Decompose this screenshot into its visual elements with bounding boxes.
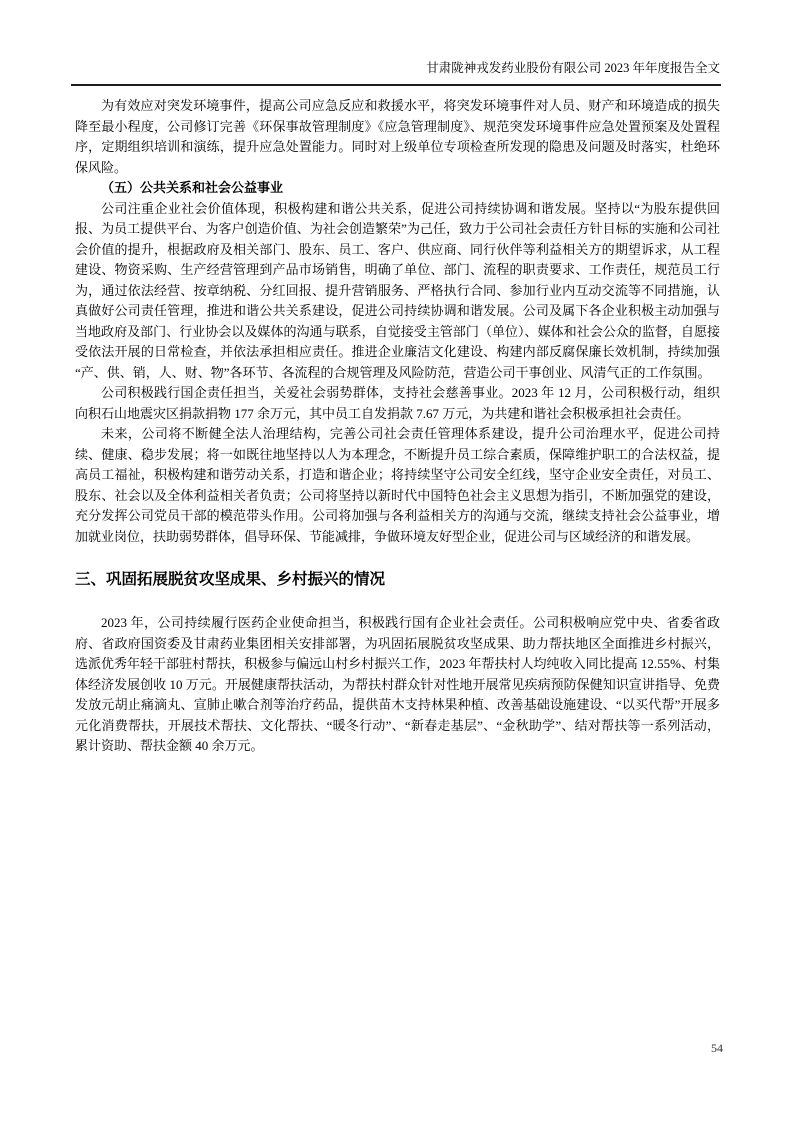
paragraph-charity: 公司积极践行国企责任担当，关爱社会弱势群体，支持社会慈善事业。2023 年 12 月，公司积极行动，组织向积石山地震灾区捐款捐物 177 余万元，其中员工自发捐款 7.67 万元，为共建和谐社会积极承担社会责任。 (75, 385, 720, 421)
page-number: 54 (711, 1041, 723, 1055)
paragraph-rural-revitalization: 2023 年，公司持续履行医药企业使命担当，积极践行国有企业社会责任。公司积极响应党中央、省委省政府、省政府国资委及甘肃药业集团相关安排部署，为巩固拓展脱贫攻坚成果、助力帮扶地区全面推进乡村振兴，选派优秀年轻干部驻村帮扶，积极参与偏远山村乡村振兴工作，2023 年帮扶村人均纯收入同比提高 12.55%、村集体经济发展创收 10 万元。开展健康帮扶活动，为帮扶村群众针对性地开展常见疾病预防保健知识宣讲指导、免费发放元胡止痛滴丸、宣肺止嗽合剂等治疗药品，提供苗木支持林果种植、改善基础设施建设、“以买代帮”开展多元化消费帮扶，开展技术帮扶、文化帮扶、“暖冬行动”、“新春走基层”、“金秋助学”、结对帮扶等一系列活动，累计资助、帮扶金额 40 余万元。 (75, 615, 720, 753)
heading-rural-revitalization: 三、巩固拓展脱贫攻坚成果、乡村振兴的情况 (75, 571, 386, 588)
page-content (75, 96, 720, 757)
paragraph-future-outlook: 未来，公司将不断健全法人治理结构，完善公司社会责任管理体系建设，提升公司治理水平，促进公司持续、健康、稳步发展；将一如既往地坚持以人为本理念，不断提升员工综合素质，保障维护职工的合法权益，提高员工福祉，积极构建和谐劳动关系，打造和谐企业；将持续坚守公司安全红线，坚守企业安全责任，对员工、股东、社会以及全体利益相关者负责；公司将坚持以新时代中国特色社会主义思想为指引，不断加强党的建设，充分发挥公司党员干部的模范带头作用。公司将加强与各利益相关方的沟通与交流，继续支持社会公益事业，增加就业岗位，扶助弱势群体，倡导环保、节能减排，争做环境友好型企业，促进公司与区域经济的和谐发展。 (75, 426, 720, 544)
paragraph-env-response: 为有效应对突发环境事件，提高公司应急反应和救援水平，将突发环境事件对人员、财产和环境造成的损失降至最小程度，公司修订完善《环保事故管理制度》《应急管理制度》、规范突发环境事件应急处置预案及处置程序，定期组织培训和演练，提升应急处置能力。同时对上级单位专项检查所发现的隐患及问题及时落实，杜绝环保风险。 (75, 98, 720, 175)
header-divider-rule (71, 84, 721, 86)
heading-public-welfare: （五）公共关系和社会公益事业 (101, 180, 284, 195)
paragraph-public-relations: 公司注重企业社会价值体现，积极构建和谐公共关系，促进公司持续协调和谐发展。坚持以“为股东提供回报、为员工提供平台、为客户创造价值、为社会创造繁荣”为己任，致力于公司社会责任方针目标的实施和公司社会价值的提升，根据政府及相关部门、股东、员工、客户、供应商、同行伙伴等利益相关方的期望诉求，从工程建设、物资采购、生产经营管理到产品市场销售，明确了单位、部门、流程的职责要求、工作责任，规范员工行为，通过依法经营、按章纳税、分红回报、提升营销服务、严格执行合同、参加行业内互动交流等不同措施，认真做好公司责任管理，推进和谐公共关系建设，促进公司持续协调和谐发展。公司及属下各企业积极主动加强与当地政府及部门、行业协会以及媒体的沟通与联系，自觉接受主管部门（单位）、媒体和社会公众的监督，自愿接受依法开展的日常检查，并依法承担相应责任。推进企业廉洁文化建设、构建内部反腐保廉长效机制，持续加强“产、供、销，人、财、物”各环节、各流程的合规管理及风险防范，营造公司干事创业、风清气正的工作氛围。 (75, 200, 720, 380)
report-header-title: 甘肃陇神戎发药业股份有限公司 2023 年年度报告全文 (426, 61, 720, 75)
